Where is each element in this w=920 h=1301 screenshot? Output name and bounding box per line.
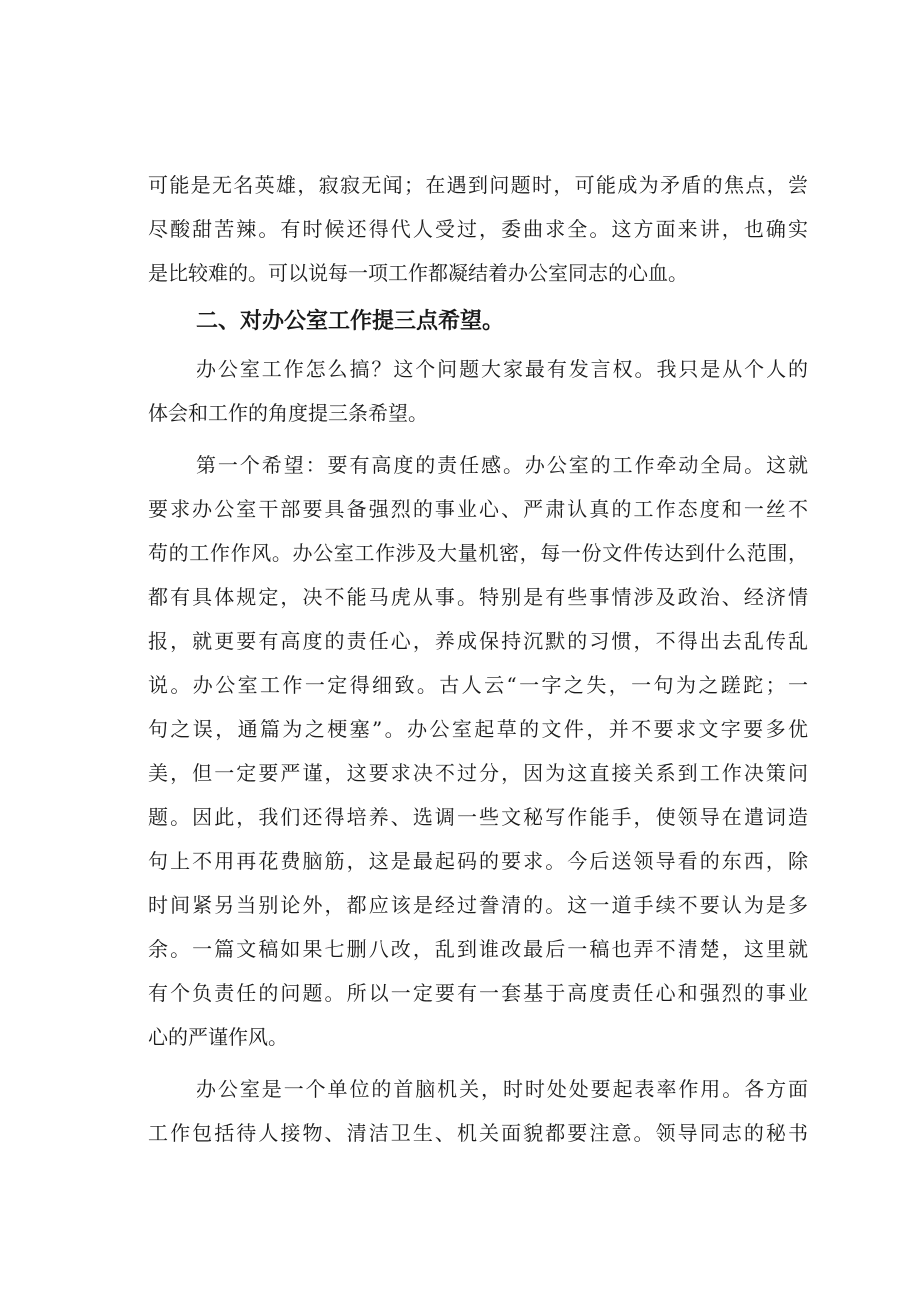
paragraph-office-role (148, 1067, 808, 1155)
text-line: 可能是无名英雄，寂寂无闻；在遇到问题时，可能成为矛盾的焦点，尝 (148, 173, 808, 197)
text-line: 时间紧另当别论外，都应该是经过誊清的。这一道手续不要认为是多 (148, 893, 808, 917)
text-line: 办公室是一个单位的首脑机关，时时处处要起表率作用。各方面 (196, 1077, 808, 1101)
text-line: 要求办公室干部要具备强烈的事业心、严肃认真的工作态度和一丝不 (148, 497, 808, 521)
text-line: 余。一篇文稿如果七删八改，乱到谁改最后一稿也弄不清楚，这里就 (148, 937, 808, 961)
section-heading: 二、对办公室工作提三点希望。 (196, 309, 505, 334)
text-line: 美，但一定要严谨，这要求决不过分，因为这直接关系到工作决策问 (148, 761, 808, 785)
text-line: 题。因此，我们还得培养、选调一些文秘写作能手，使领导在遣词造 (148, 805, 808, 829)
paragraph-first-hope (148, 443, 808, 1059)
text-line: 第一个希望：要有高度的责任感。办公室的工作牵动全局。这就 (196, 453, 808, 477)
text-line: 体会和工作的角度提三条希望。 (148, 401, 428, 425)
text-line: 是比较难的。可以说每一项工作都凝结着办公室同志的心血。 (148, 261, 688, 285)
text-line: 句之误，通篇为之梗塞”。办公室起草的文件，并不要求文字要多优 (148, 717, 808, 741)
text-line: 说。办公室工作一定得细致。古人云“一字之失，一句为之蹉跎；一 (148, 673, 808, 697)
paragraph-intro (148, 347, 808, 435)
text-line: 苟的工作作风。办公室工作涉及大量机密，每一份文件传达到什么范围， (148, 541, 808, 565)
paragraph-continued (148, 163, 808, 295)
text-line: 有个负责任的问题。所以一定要有一套基于高度责任心和强烈的事业 (148, 981, 808, 1005)
text-line: 心的严谨作风。 (148, 1025, 288, 1049)
text-line: 尽酸甜苦辣。有时候还得代人受过，委曲求全。这方面来讲，也确实 (148, 217, 808, 241)
text-line: 都有具体规定，决不能马虎从事。特别是有些事情涉及政治、经济情 (148, 585, 808, 609)
text-line: 办公室工作怎么搞？这个问题大家最有发言权。我只是从个人的 (196, 357, 808, 381)
text-line: 工作包括待人接物、清洁卫生、机关面貌都要注意。领导同志的秘书 (148, 1121, 808, 1145)
document-page (148, 163, 808, 1155)
text-line: 句上不用再花费脑筋，这是最起码的要求。今后送领导看的东西，除 (148, 849, 808, 873)
text-line: 报，就更要有高度的责任心，养成保持沉默的习惯，不得出去乱传乱 (148, 629, 808, 653)
